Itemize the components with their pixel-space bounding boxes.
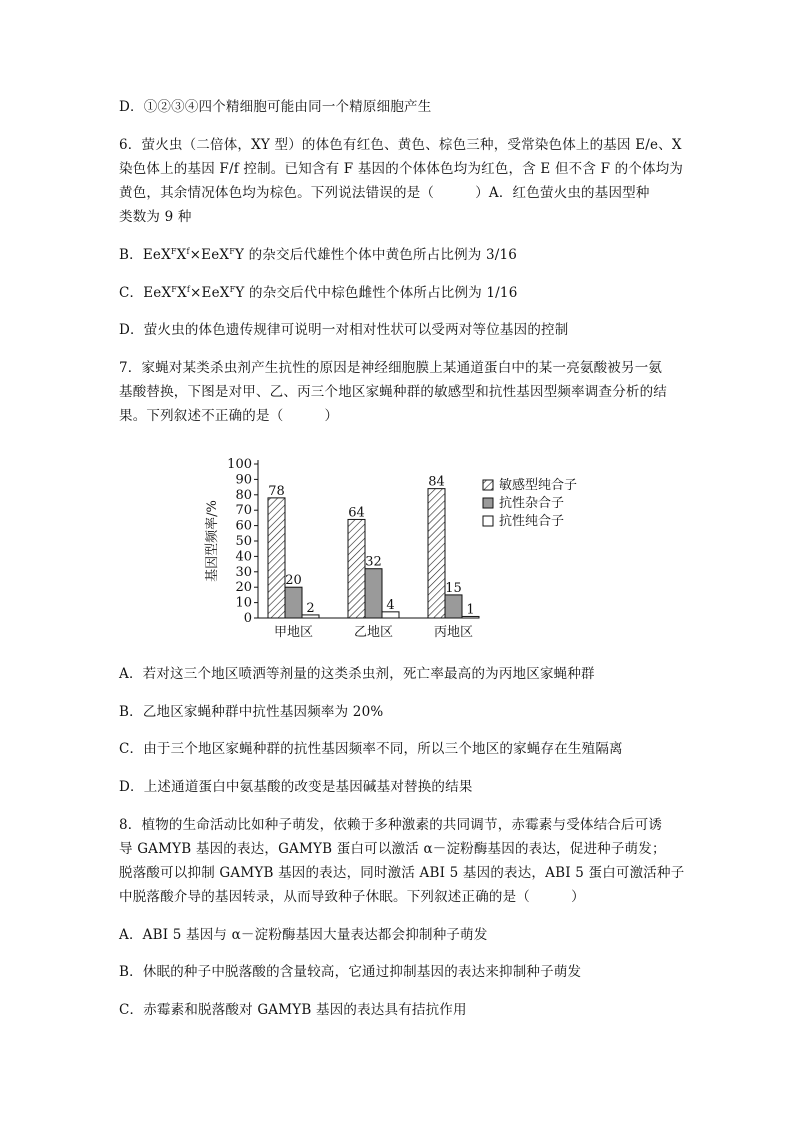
legend-swatch [483, 480, 493, 490]
chart-bars [268, 475, 479, 618]
bar-value-label: 15 [445, 580, 462, 596]
legend-swatch [483, 516, 493, 526]
x-category-label: 甲地区 [273, 625, 314, 640]
bar [348, 519, 365, 618]
bar [268, 498, 285, 618]
bar [285, 587, 302, 618]
q6-option-d: D．萤火虫的体色遗传规律可说明一对相对性状可以受两对等位基因的控制 [119, 322, 569, 338]
q6-stem-line2: 染色体上的基因 F/f 控制。已知含有 F 基因的个体体色均为红色，含 E 但不含 F 的个体均为 [119, 161, 684, 177]
bar-value-label: 84 [428, 474, 445, 490]
y-axis-title: 基因型频率/% [205, 500, 220, 582]
q8-option-c: C．赤霉素和脱落酸对 GAMYB 基因的表达具有拮抗作用 [119, 1002, 467, 1018]
legend-label: 敏感型纯合子 [499, 478, 578, 493]
bar-value-label: 20 [285, 573, 302, 589]
q7-option-a: A．若对这三个地区喷洒等剂量的这类杀虫剂，死亡率最高的为丙地区家蝇种群 [119, 666, 595, 682]
bar [365, 569, 382, 618]
q7-option-c: C．由于三个地区家蝇种群的抗性基因频率不同，所以三个地区的家蝇存在生殖隔离 [119, 741, 623, 757]
bar-value-label: 64 [348, 505, 365, 521]
bar [428, 489, 445, 618]
y-tick-label: 70 [235, 503, 252, 519]
y-tick-label: 60 [235, 518, 252, 534]
bar-value-label: 2 [306, 600, 315, 616]
y-tick-label: 30 [235, 564, 252, 580]
q6-stem-line1: 6．萤火虫（二倍体，XY 型）的体色有红色、黄色、棕色三种，受常染色体上的基因 E/e、X [119, 137, 682, 153]
legend-label: 抗性纯合子 [499, 514, 565, 529]
q6-option-b: B．$EeX^FX^f\times EeX^FY$ 的杂交后代雄性个体中黄色所占比例为 3/16 [119, 247, 518, 263]
q8-stem-line4: 中脱落酸介导的基因转录，从而导致种子休眠。下列叙述正确的是（ ） [119, 889, 585, 905]
q7-stem-line2: 基酸替换，下图是对甲、乙、丙三个地区家蝇种群的敏感型和抗性基因型频率调查分析的结 [119, 384, 667, 400]
q6-stem-line4: 类数为 9 种 [119, 209, 192, 225]
q8-option-b: B．休眠的种子中脱落酸的含量较高，它通过抑制基因的表达来抑制种子萌发 [119, 964, 582, 980]
x-category-label: 丙地区 [433, 625, 474, 640]
y-tick-label: 20 [235, 580, 252, 596]
q8-option-a: A．ABI 5 基因与 α－淀粉酶基因大量表达都会抑制种子萌发 [119, 927, 488, 943]
genotype-frequency-bar-chart [200, 448, 600, 648]
bar-value-label: 1 [466, 602, 475, 618]
y-tick-label: 40 [235, 549, 252, 565]
y-tick-label: 100 [227, 457, 252, 472]
chart-legend [483, 477, 577, 529]
q7-option-b: B．乙地区家蝇种群中抗性基因频率为 20% [119, 704, 384, 720]
y-tick-label: 10 [235, 595, 252, 611]
bar-value-label: 78 [268, 483, 285, 499]
bar-value-label: 32 [365, 554, 382, 570]
q6-option-c: C．$EeX^FX^f\times EeX^FY$ 的杂交后代中棕色雌性个体所占比例为 1/16 [119, 285, 518, 301]
y-tick-label: 90 [235, 472, 252, 488]
y-tick-label: 50 [235, 534, 252, 549]
q7-stem-line3: 果。下列叙述不正确的是（ ） [119, 408, 339, 424]
q8-stem-line1: 8．植物的生命活动比如种子萌发，依赖于多种激素的共同调节，赤霉素与受体结合后可诱 [119, 817, 663, 833]
x-category-label: 乙地区 [353, 625, 394, 640]
legend-swatch [483, 498, 493, 508]
q7-stem-line1: 7．家蝇对某类杀虫剂产生抗性的原因是神经细胞膜上某通道蛋白中的某一亮氨酸被另一氨 [119, 360, 663, 376]
bar [445, 595, 462, 618]
q8-stem-line3: 脱落酸可以抑制 GAMYB 基因的表达，同时激活 ABI 5 基因的表达，ABI 5 蛋白可激活种子 [119, 865, 685, 881]
y-tick-label: 0 [243, 611, 252, 626]
legend-label: 抗性杂合子 [499, 496, 565, 511]
q8-stem-line2: 导 GAMYB 基因的表达，GAMYB 蛋白可以激活 α－淀粉酶基因的表达，促进种子萌发； [119, 841, 666, 857]
q5-option-d: D．①②③④四个精细胞可能由同一个精原细胞产生 [119, 99, 432, 115]
q7-option-d: D．上述通道蛋白中氨基酸的改变是基因碱基对替换的结果 [119, 779, 473, 795]
y-tick-label: 80 [235, 487, 252, 503]
bar-value-label: 4 [386, 597, 395, 613]
q6-stem-line3: 黄色，其余情况体色均为棕色。下列说法错误的是（ ）A．红色萤火虫的基因型种 [119, 185, 650, 201]
